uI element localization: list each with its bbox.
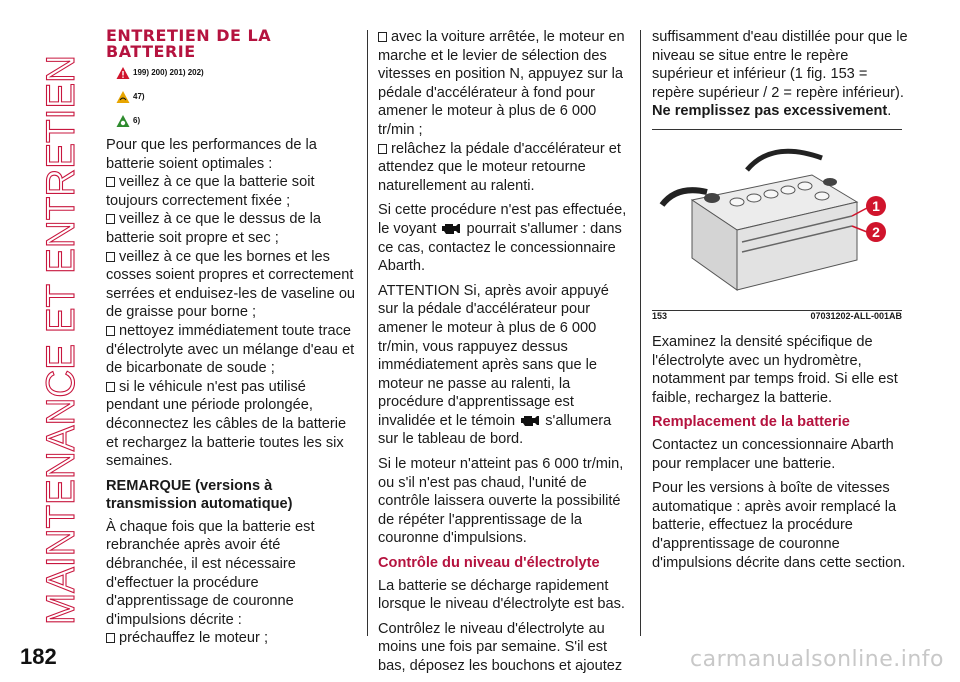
paragraph: Si le moteur n'atteint pas 6 000 tr/min, ou s'il n'est pas chaud, l'unité de contrôle laissera ouverte la possibilité de répéter l'apprentissage de la couronne d'impulsions.	[378, 456, 624, 547]
checkbox-bullet-icon	[106, 633, 115, 643]
checkbox-bullet-icon	[106, 382, 115, 392]
paragraph-text: Si cette procédure n'est pas effectuée, le voyant	[378, 202, 627, 237]
column-3	[652, 28, 912, 578]
paragraph: Examinez la densité spécifique de l'électrolyte avec un hydromètre, notamment par temps froid. Si elle est faible, rechargez la batterie.	[652, 333, 898, 406]
warning-environment	[116, 112, 356, 130]
callout-1: 1	[872, 197, 880, 214]
environment-icon	[116, 114, 130, 128]
remarque-text: À chaque fois que la batterie est rebranchée après avoir été débranchée, il est nécessaire d'effectuer la procédure d'apprentissage de couronne d'impulsions décrite :	[106, 518, 315, 628]
list-item-text: veillez à ce que le dessus de la batterie soit propre et sec ;	[106, 211, 322, 246]
list-item-text: préchauffez le moteur ;	[119, 630, 268, 647]
column-2	[378, 28, 630, 682]
paragraph: Contrôlez le niveau d'électrolyte au moins une fois par semaine. S'il est bas, déposez les bouchons et ajoutez	[378, 620, 623, 674]
paragraph-text: pourrait s'allumer : dans ce cas, contactez le concessionnaire Abarth.	[378, 220, 622, 275]
battery-illustration	[652, 130, 902, 310]
danger-triangle-icon	[116, 66, 130, 80]
list-item	[378, 28, 630, 140]
watermark: carmanualsonline.info	[690, 647, 944, 672]
section-title-line: ENTRETIEN DE LA	[106, 26, 272, 45]
engine-warning-icon	[440, 221, 462, 235]
warning-ref: 199) 200) 201) 202)	[133, 67, 204, 77]
figure-number: 153	[652, 311, 668, 322]
list-item	[106, 248, 356, 322]
list-item-text: si le véhicule n'est pas utilisé pendant une période prolongée, déconnectez les câbles de la batterie et rechargez la batterie toutes les six semaines.	[106, 378, 347, 470]
bullet-list	[106, 173, 356, 471]
paragraph-text: ATTENTION Si, après avoir appuyé sur la pédale d'accélérateur pour amener le moteur à plus de 6 000 tr/min, vous rappuyez dessus immédiatement après sans que le moteur ne passe au ralenti, la procédure d'apprentissage est invalidée et le témoin	[378, 282, 609, 429]
checkbox-bullet-icon	[106, 326, 115, 336]
paragraph-text: suffisamment d'eau distillée pour que le niveau se situe entre le repère supérieur et inférieur (1 fig. 153 = repère supérieur / 2 = repère inférieur).	[652, 29, 908, 101]
paragraph: Contactez un concessionnaire Abarth pour remplacer une batterie.	[652, 436, 894, 472]
list-item-text: veillez à ce que la batterie soit toujours correctement fixée ;	[106, 174, 315, 209]
paragraph-text: s'allumera sur le tableau de bord.	[378, 412, 612, 448]
page-number: 182	[20, 644, 57, 669]
column-divider	[640, 30, 641, 636]
side-title	[14, 30, 84, 630]
paragraph-bold-text: Ne remplissez pas excessivement	[652, 103, 888, 120]
list-item-text: veillez à ce que les bornes et les cosses soient propres et correctement serrées et enduisez-les de vaseline ou de graisse pour borne ;	[106, 248, 356, 321]
side-title-graphic	[14, 30, 84, 630]
list-item	[106, 629, 356, 648]
checkbox-bullet-icon	[106, 252, 115, 262]
section-title	[106, 28, 356, 60]
subheading: Remplacement de la batterie	[652, 414, 850, 431]
list-item	[106, 378, 356, 471]
paragraph-text: .	[887, 103, 892, 120]
checkbox-bullet-icon	[106, 214, 115, 224]
paragraph	[652, 28, 912, 121]
subheading: Contrôle du niveau d'électrolyte	[378, 555, 600, 572]
remarque-heading: REMARQUE (versions à transmission automatique)	[106, 477, 293, 513]
attention-triangle-icon	[116, 90, 130, 104]
list-item	[378, 140, 630, 196]
paragraph: Pour les versions à boîte de vitesses automatique : après avoir remplacé la batterie, effectuez la procédure d'apprentissage de couronne d'impulsions décrite dans cette section.	[652, 480, 906, 571]
list-item-text: relâchez la pédale d'accélérateur et attendez que le moteur retourne naturellement au ralenti.	[378, 140, 621, 194]
column-divider	[367, 30, 368, 636]
list-item-text: avec la voiture arrêtée, le moteur en marche et le levier de sélection des vitesses en position N, appuyez sur la pédale d'accélérateur à fond pour amener le moteur à plus de 6 000 tr/min ;	[378, 29, 625, 138]
checkbox-bullet-icon	[106, 177, 115, 187]
intro-text: Pour que les performances de la batterie soient optimales :	[106, 137, 317, 172]
callout-2: 2	[872, 223, 880, 240]
section-title-line: BATTERIE	[106, 42, 196, 61]
warning-ref: 6)	[133, 115, 141, 125]
engine-warning-icon	[519, 413, 541, 427]
paragraph: La batterie se décharge rapidement lorsque le niveau d'électrolyte est bas.	[378, 577, 625, 613]
warning-danger	[116, 64, 356, 82]
column-1	[106, 28, 356, 648]
side-title-text: MAINTENANCE ET ENTRETIEN	[39, 34, 83, 625]
figure-caption	[652, 307, 902, 326]
paragraph	[378, 282, 630, 449]
warning-ref: 47)	[133, 91, 145, 101]
checkbox-bullet-icon	[378, 144, 387, 154]
list-item	[106, 210, 356, 247]
paragraph	[378, 201, 630, 275]
checkbox-bullet-icon	[378, 32, 387, 42]
list-item-text: nettoyez immédiatement toute trace d'électrolyte avec un mélange d'eau et de bicarbonate de soude ;	[106, 322, 355, 377]
list-item	[106, 173, 356, 210]
list-item	[106, 322, 356, 378]
figure-code: 07031202-ALL-001AB	[810, 311, 902, 322]
battery-figure	[652, 129, 902, 322]
warning-attention	[116, 88, 356, 106]
